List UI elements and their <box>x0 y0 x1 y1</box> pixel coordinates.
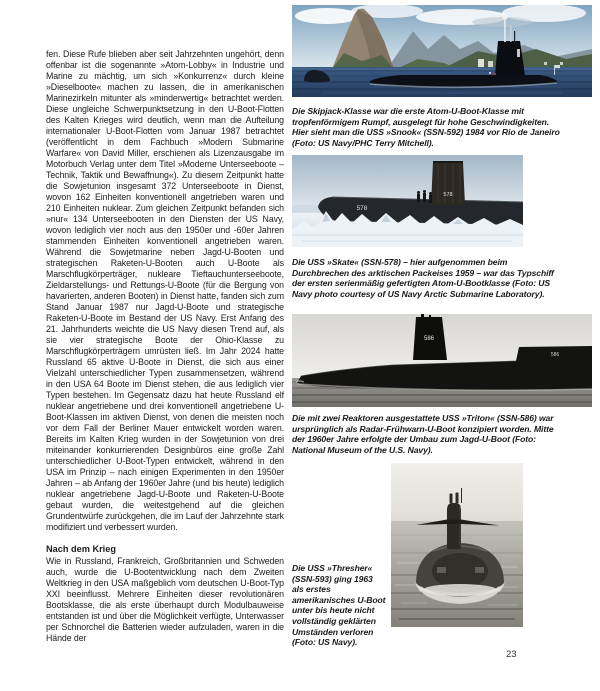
caption-uss-triton: Die mit zwei Reaktoren ausgestattete USS »Triton« (SSN-586) war ursprünglich als Radar-Frühwarn-U-Boot konzipiert worden. Mitte der 1960er Jahre erfolgte der Umbau zum Jagd-U-Boot (Foto: National Museum of the U.S. Navy). <box>292 413 554 455</box>
hull-number-stern-586: 586 <box>550 352 560 358</box>
page-number: 23 <box>506 649 517 660</box>
hull-number-bow-578: 578 <box>356 205 368 212</box>
photo-uss-thresher <box>391 463 523 627</box>
photo-uss-snook-rio <box>292 5 592 97</box>
submarine-photo-thresher <box>391 463 523 627</box>
caption-uss-thresher: Die USS »Thresher« (SSN-593) ging 1963 als erstes amerikanisches U-Boot unter bis heute nicht vollständig geklärten Umständen verloren (Foto: US Navy). <box>292 563 386 648</box>
submarine-photo-triton <box>292 314 592 407</box>
submarine-photo-snook <box>292 5 592 97</box>
section-heading: Nach dem Krieg <box>46 544 116 554</box>
submarine-photo-skate <box>292 155 523 247</box>
article-paragraph-continued: fen. Diese Rufe blieben aber seit Jahrzehnten ungehört, denn offenbar ist die sogenannte »Atom-Lobby« in Industrie und Marine zu mächtig, um sich »Konkurrenz« durch kleine »Dieselboote« machen zu lassen, die in amerikanischen Marinezirkeln mitunter als »minderwertig« betrachtet werden. Diese ungleiche Schwerpunktsetzung in den U-Boot-Flotten des Kalten Krieges wird deutlich, wenn man die Aufteilung internationaler U-Boot-Flotten vom Januar 1987 betrachtet (veröffentlicht in dem Fachbuch »Modern Submarine Warfare« von David Miller, erschienen als Lizenzausgabe im Motorbuch Verlag unter dem Titel »Moderne Unterseeboote – Technik, Taktik und Bewaffnung«). Zu diesem Zeitpunkt hatte die Sowjetunion insgesamt 372 Unterseeboote in Dienst, wovon 162 Einheiten konventionell angetrieben waren und 210 Einheiten nuklear. Zum gleichen Zeitpunkt befanden sich »nur« 134 Unterseebooten in den Diensten der US Navy, wovon lediglich vier noch aus den 1950er und -60er Jahren stammenden Einheiten konventionell angetrieben waren. Während die Sowjetmarine neben Jagd-U-Booten und strategischen Raketen-U-Booten auch U-Boote als Marschflugkörperträger, nukleare Tieftauchunterseeboote, Zieldarstellungs- und Rettungs-U-Boote (für die Bergung von havarierten, anderen Booten) in Dienst hatte, fanden sich zum Stand Januar 1987 nur Jagd-U-Boote und strategische Raketen-U-Boote im Bestand der US Navy. Erst Anfang des 21. Jahrhunderts weichte die US Navy diesen Trend auf, als sie vier strategische Boote der Ohio-Klasse zu Marschflugkörperträgern umrüsten ließ. Im Jahr 2024 hatte Russland 65 aktive U-Boote in Dienst, die sich aus einer Vielzahl unterschiedlicher Typen zusammensetzen, während in den USA 64 Boote im Dienst stehen, die aus lediglich vier Typen bestehen. Im Gegensatz dazu hat heute Russland elf nuklear angetriebene und drei konventionell angetriebene U-Boot-Klassen im aktiven Dienst, von denen die meisten noch vor dem Fall der Berliner Mauer entwickelt worden waren. Bereits im Kalten Krieg wurden in der Sowjetunion von drei miteinander konkurrierenden Designbüros eine große Zahl unterschiedlicher U-Boot-Typen entwickelt, während in den USA im Prinzip – nach einigen Experimenten in den 1950er Jahren – ab Anfang der 1960er Jahre (und bis heute) lediglich nuklear angetriebene Jagd-U-Boote und Raketen-U-Boote gebaut wurden, die weitestgehend auf die gleichen Grundentwürfe zurückgehen, die im Lauf der Jahrzehnte stark modifiziert und verbessert wurden. <box>46 49 284 532</box>
article-paragraph: Wie in Russland, Frankreich, Großbritannien und Schweden auch, wurde die U-Bootentwicklung nach dem Zweiten Weltkrieg in den USA maßgeblich vom deutschen U-Boot-Typ XXI beeinflusst. Mehrere Einheiten dieser revolutionären Bootsklasse, die als erste überhaupt durch Modulbauweise entstanden ist und über die Möglichkeit verfügte, Unterwasser per Schnorchel die Batterien wieder aufzuladen, waren in die Hände der <box>46 556 284 643</box>
article-text-column <box>46 49 284 644</box>
caption-uss-snook: Die Skipjack-Klasse war die erste Atom-U-Boot-Klasse mit tropfenförmigem Rumpf, ausgelegt für hohe Geschwindigkeiten. Hier sieht man die USS »Snook« (SSN-592) 1984 vor Rio de Janeiro (Foto: US Navy/PHC Terry Mitchell). <box>292 106 560 148</box>
photo-uss-skate-ice <box>292 155 523 247</box>
hull-number-sail-586: 586 <box>423 336 435 342</box>
photo-uss-triton <box>292 314 592 407</box>
caption-uss-skate: Die USS »Skate« (SSN-578) – hier aufgenommen beim Durchbrechen des arktischen Packeises 1959 – war das Typschiff der ersten serienmäßig gefertigten Atom-U-Bootklasse (Foto: US Navy photo courtesy of US Navy Arctic Submarine Laboratory). <box>292 257 554 299</box>
hull-number-sail-578: 578 <box>443 192 453 198</box>
